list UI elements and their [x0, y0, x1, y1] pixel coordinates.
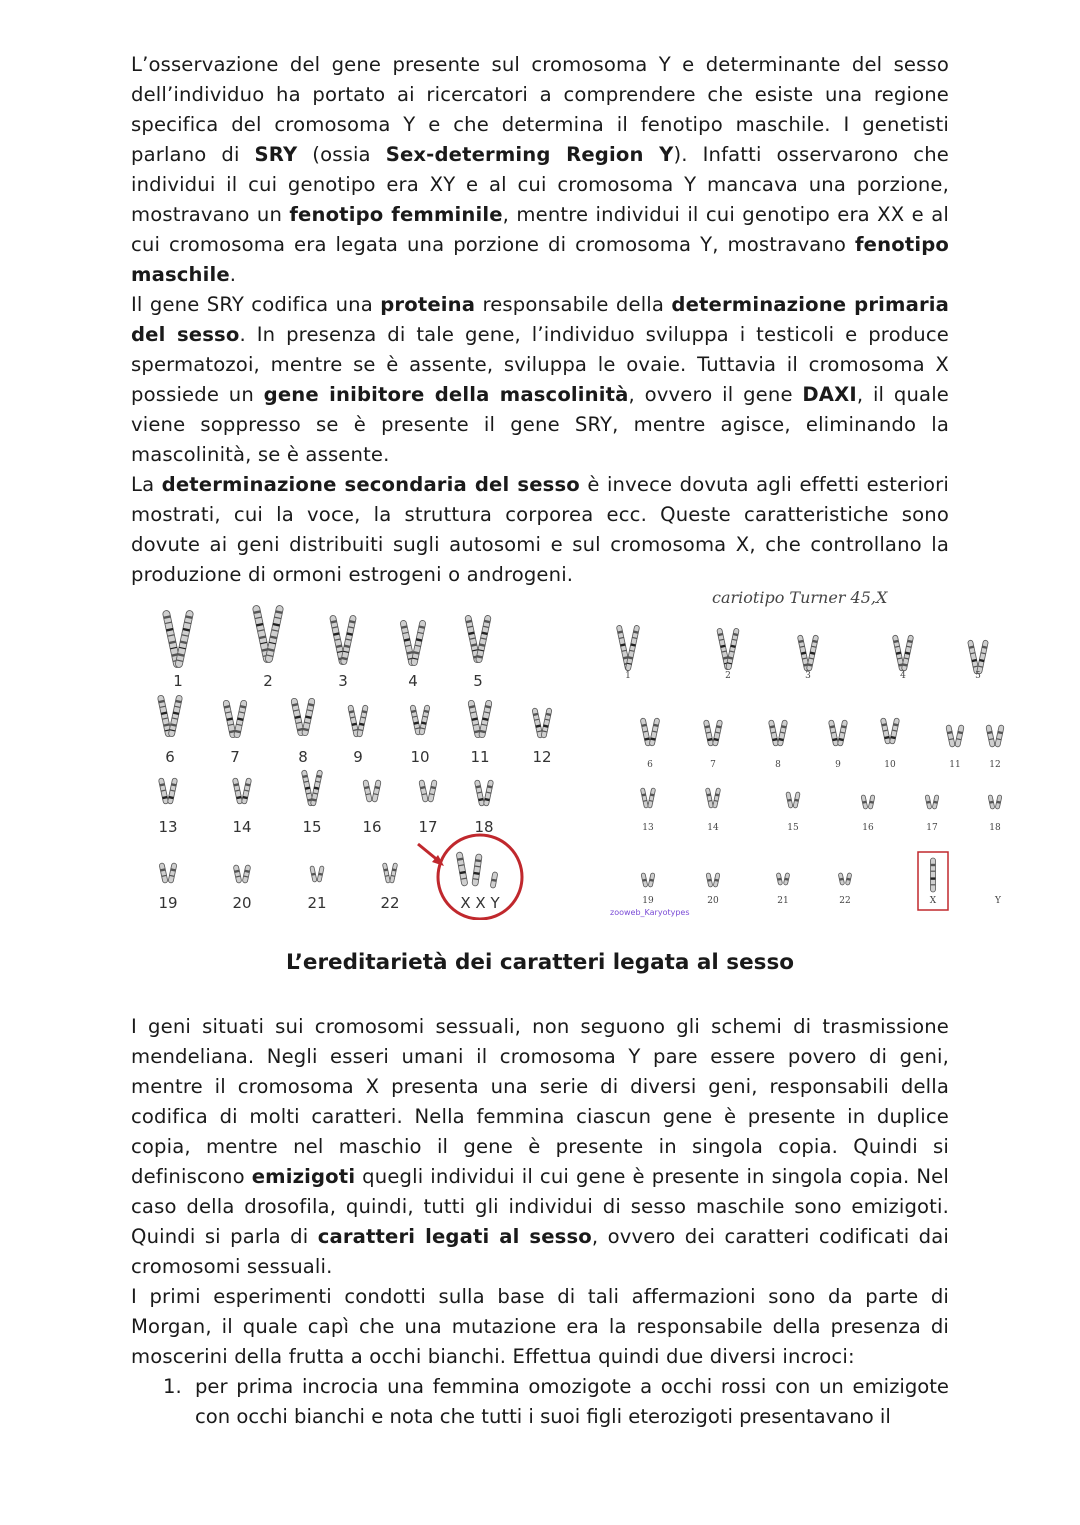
turner-pair-8-b [777, 720, 787, 746]
chromosome-y [490, 872, 498, 889]
turner-pair-19-a [641, 873, 648, 888]
chromosome-pair-10-b [419, 705, 430, 735]
chromosome-pair-20-a [233, 865, 242, 884]
bold-term: determinazione secondaria del sesso [161, 473, 580, 496]
chromosome-pair-18-b [483, 780, 493, 806]
chromosome-pair-17-b [428, 780, 437, 803]
bold-term: fenotipo femminile [289, 203, 503, 226]
turner-pair-14-a [705, 788, 713, 808]
turner-label-18: 18 [989, 823, 1001, 833]
label-19: 19 [158, 894, 178, 912]
paragraph-secondary-determination: La determinazione secondaria del sesso è invece dovuta agli effetti esteriori mostrati, cui la voce, la struttura corporea ecc. Queste caratteristiche sono dovute ai geni distribuiti sugli autosomi e sul cromosoma X, che controllano la produzione di ormoni estrogeni o androgeni. [131, 473, 949, 586]
turner-label-y: Y [995, 896, 1001, 906]
label-21: 21 [307, 894, 327, 912]
label-15: 15 [302, 818, 322, 836]
chromosome-pair-12-b [541, 708, 552, 738]
turner-pair-8-a [768, 720, 778, 746]
turner-label-1: 1 [625, 671, 631, 681]
turner-label-14: 14 [707, 823, 719, 833]
chromosome-pair-13-b [167, 778, 177, 804]
turner-pair-17-a [925, 795, 932, 810]
label-xxy: X X Y [460, 894, 500, 912]
bold-term: fenotipo maschile [131, 233, 949, 286]
turner-label-7: 7 [710, 760, 716, 770]
turner-pair-1-b [625, 625, 639, 671]
turner-pair-13-b [648, 788, 656, 808]
turner-pair-7-b [712, 720, 722, 746]
turner-label-8: 8 [775, 760, 781, 770]
bold-term: caratteri legati al sesso [317, 1225, 592, 1248]
turner-label-6: 6 [647, 760, 653, 770]
turner-pair-18-b [995, 795, 1002, 810]
label-16: 16 [362, 818, 382, 836]
label-22: 22 [380, 894, 400, 912]
chromosome-pair-2-b [265, 605, 284, 663]
turner-pair-22-b [845, 873, 851, 886]
chromosome-pair-17-a [419, 780, 428, 803]
label-8: 8 [298, 748, 308, 766]
chromosome-pair-9-b [357, 705, 369, 737]
right-labels [625, 671, 1002, 906]
turner-pair-21-a [776, 873, 782, 886]
bold-term: SRY [254, 143, 298, 166]
image-credit: zooweb_Karyotypes [610, 908, 690, 917]
cross-list [131, 1372, 949, 1432]
paragraph-morgan: I primi esperimenti condotti sulla base di tali affermazioni sono da parte di Morgan, il quale capì che una mutazione era la responsabile della presenza di moscerini della frutta a occhi bianchi. Effettua quindi due diversi incroci: [131, 1285, 949, 1368]
turner-pair-17-b [932, 795, 939, 810]
turner-label-4: 4 [900, 671, 906, 681]
bold-term: Sex-determing Region Y [385, 143, 674, 166]
turner-pair-4-b [901, 635, 913, 671]
chromosome-pair-8-b [302, 698, 316, 736]
turner-pair-9-a [828, 720, 838, 746]
turner-label-16: 16 [862, 823, 874, 833]
list-text: per prima incrocia una femmina omozigote a occhi rossi con un emizigote con occhi bianchi e nota che tutti i suoi figli eterozigoti presentavano il [195, 1375, 949, 1428]
turner-pair-15-b [793, 792, 800, 808]
bold-term: DAXI [802, 383, 857, 406]
turner-pair-6-b [649, 718, 660, 746]
turner-label-21: 21 [777, 896, 789, 906]
section-heading: L’ereditarietà dei caratteri legata al sesso [285, 950, 795, 975]
label-10: 10 [410, 748, 430, 766]
chromosome-pair-19-b [168, 863, 177, 884]
turner-label-3: 3 [805, 671, 811, 681]
turner-pair-6-a [640, 718, 651, 746]
label-18: 18 [474, 818, 494, 836]
label-11: 11 [470, 748, 490, 766]
bold-term: emizigoti [251, 1165, 356, 1188]
turner-pair-3-b [806, 635, 818, 671]
chromosome-x-1 [456, 852, 468, 887]
chromosome-pair-21-a [310, 866, 317, 882]
chromosome-pair-18-a [474, 780, 484, 806]
label-14: 14 [232, 818, 252, 836]
turner-chromosome-x [931, 858, 936, 892]
karyotype-xxy-svg [100, 590, 570, 920]
turner-pair-11-a [946, 725, 955, 748]
chromosome-pair-13-a [158, 778, 168, 804]
turner-pair-10-a [880, 718, 890, 744]
turner-title: cariotipo Turner 45,X [712, 588, 888, 607]
turner-pair-5-b [977, 640, 989, 674]
label-1: 1 [173, 672, 183, 690]
label-7: 7 [230, 748, 240, 766]
label-13: 13 [158, 818, 178, 836]
chromosome-x-2 [472, 854, 482, 887]
label-20: 20 [232, 894, 252, 912]
chromosome-pair-15-b [310, 770, 322, 806]
chromosome-pair-22-b [390, 863, 398, 883]
chromosome-pair-19-a [159, 863, 168, 884]
turner-pair-13-a [640, 788, 648, 808]
turner-pair-15-a [786, 792, 793, 808]
chromosome-pair-21-b [317, 866, 324, 882]
karyotype-xxy-image [100, 590, 570, 920]
chromosome-pair-5-b [475, 615, 491, 663]
paragraph-sry: L’osservazione del gene presente sul cromosoma Y e determinante del sesso dell’individuo ha portato ai ricercatori a comprendere che esiste una regione specifica del cromosoma Y e che determina il fenotipo maschile. I genetisti parlano di SRY (ossia Sex-determing Region Y). Infatti osservarono che individui il cui genotipo era XY e al cui cromosoma Y mancava una porzione, mostravano un fenotipo femminile, mentre individui il cui genotipo era XX e al cui cromosoma era legata una porzione di cromosoma Y, mostravano fenotipo maschile. [131, 53, 949, 286]
chromosome-pair-16-a [363, 780, 372, 803]
turner-label-2: 2 [725, 671, 731, 681]
chromosome-pair-20-b [242, 865, 251, 884]
turner-label-15: 15 [787, 823, 799, 833]
turner-label-22: 22 [839, 896, 851, 906]
turner-pair-16-a [861, 795, 868, 810]
paragraph-sry-gene: Il gene SRY codifica una proteina responsabile della determinazione primaria del sesso. In presenza di tale gene, l’individuo sviluppa i testicoli e produce spermatozoi, mentre se è assente, sviluppa le ovaie. Tuttavia il cromosoma X possiede un gene inibitore della mascolinità, ovvero il gene DAXI, il quale viene soppresso se è presente il gene SRY, mentre agisce, eliminando la mascolinità, se è assente. [131, 293, 950, 466]
label-17: 17 [418, 818, 438, 836]
chromosome-pair-16-b [372, 780, 381, 803]
label-9: 9 [353, 748, 363, 766]
turner-label-x: X [929, 896, 937, 906]
turner-pair-21-b [783, 873, 789, 886]
turner-label-5: 5 [975, 671, 981, 681]
bold-term: determinazione primaria del sesso [131, 293, 950, 346]
turner-pair-9-b [837, 720, 847, 746]
chromosome-pair-4-b [411, 620, 426, 666]
turner-label-20: 20 [707, 896, 719, 906]
chromosome-pair-6-b [168, 695, 183, 737]
paragraph-sex-linked: I geni situati sui cromosomi sessuali, non seguono gli schemi di trasmissione mendeliana. Negli esseri umani il cromosoma Y pare essere povero di geni, mentre il cromosoma X presenta una serie di diversi geni, responsabili della codifica di molti caratteri. Nella femmina ciascun gene è presente in duplice copia, mentre nel maschio il gene è presente in singola copia. Quindi si definiscono emizigoti quegli individui il cui gene è presente in singola copia. Nel caso della drosofila, quindi, tutti gli individui di sesso maschile sono emizigoti. Quindi si parla di caratteri legati al sesso, ovvero dei caratteri codificati dai cromosomi sessuali. [131, 1015, 949, 1278]
turner-pair-14-b [713, 788, 721, 808]
turner-label-10: 10 [884, 760, 896, 770]
chromosome-pair-14-b [241, 778, 251, 804]
turner-pair-10-b [889, 718, 899, 744]
turner-pair-12-b [995, 725, 1004, 748]
turner-pair-2-b [726, 628, 740, 670]
turner-label-17: 17 [926, 823, 938, 833]
label-5: 5 [473, 672, 483, 690]
karyotype-turner-svg [600, 590, 1040, 920]
chromosome-pair-14-a [232, 778, 242, 804]
turner-label-9: 9 [835, 760, 841, 770]
turner-pair-20-a [706, 873, 713, 888]
label-2: 2 [263, 672, 273, 690]
turner-pair-20-b [713, 873, 720, 888]
bold-term: gene inibitore della mascolinità [263, 383, 629, 406]
label-4: 4 [408, 672, 418, 690]
turner-label-12: 12 [989, 760, 1001, 770]
turner-pair-22-a [838, 873, 844, 886]
turner-pair-19-b [648, 873, 655, 888]
chromosome-pair-11-b [479, 700, 493, 738]
chromosome-pair-1-b [175, 610, 194, 668]
turner-label-13: 13 [642, 823, 654, 833]
chromosome-pair-7-b [234, 700, 248, 738]
label-6: 6 [165, 748, 175, 766]
karyotype-turner-image [600, 590, 1040, 920]
chromosome-pair-22-a [382, 863, 390, 883]
chromosome-pair-3-b [340, 615, 356, 665]
label-12: 12 [532, 748, 552, 766]
turner-label-11: 11 [949, 760, 961, 770]
karyotype-figure [100, 590, 1040, 920]
turner-pair-12-a [986, 725, 995, 748]
turner-pair-11-b [955, 725, 964, 748]
turner-pair-18-a [988, 795, 995, 810]
turner-pair-7-a [703, 720, 713, 746]
left-chromosomes [157, 605, 552, 888]
list-number: 1. [163, 1375, 182, 1398]
turner-label-19: 19 [642, 896, 654, 906]
turner-pair-16-b [868, 795, 875, 810]
label-3: 3 [338, 672, 348, 690]
bold-term: proteina [380, 293, 476, 316]
list-item [131, 1372, 949, 1432]
